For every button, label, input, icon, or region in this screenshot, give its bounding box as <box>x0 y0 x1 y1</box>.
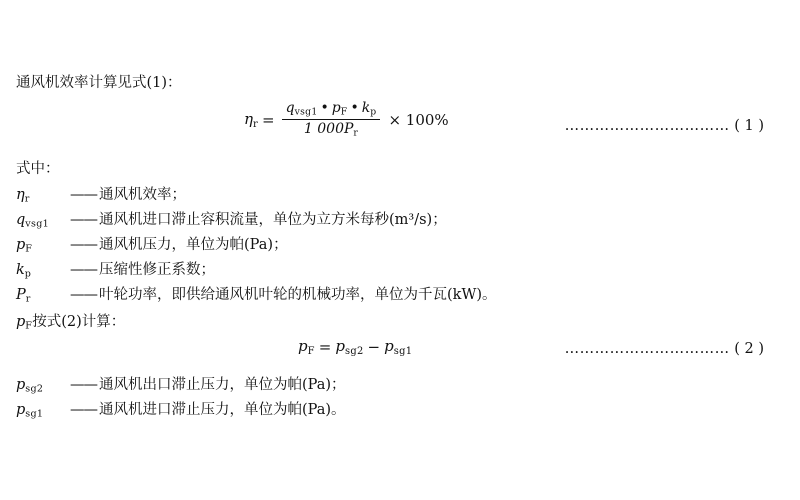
definition-text: 压缩性修正系数； <box>99 261 215 278</box>
pf-symbol: $p_F$ <box>16 313 33 332</box>
formula-2-lhs: $p_F$ <box>298 336 315 357</box>
formula-1 <box>244 100 449 138</box>
leader-dots: …………………………… <box>564 118 730 135</box>
definition-row <box>16 373 764 398</box>
formula-1-numerator: $q_{vsg1}$ • $p_F$ • $k_p$ <box>285 100 377 119</box>
formula-1-tail: × 100% <box>388 110 449 129</box>
pf-note-text: 按式(2)计算： <box>32 313 126 330</box>
formula-2-leader <box>565 341 764 357</box>
definition-text: 通风机出口滞止压力，单位为帕(Pa)； <box>99 376 346 393</box>
definition-row <box>16 258 764 283</box>
pf-formula-note <box>16 310 764 335</box>
definition-dash: —— <box>70 211 97 228</box>
definition-text: 通风机进口滞止容积流量，单位为立方米每秒(m³/s)； <box>99 211 447 228</box>
formula-2-minus: − <box>367 337 381 356</box>
definition-dash: —— <box>70 286 97 303</box>
definition-symbol: $q_{vsg1}$ <box>16 211 50 230</box>
formula-1-fraction <box>282 100 381 138</box>
definition-dash: —— <box>70 401 97 418</box>
formula-1-block <box>8 100 764 154</box>
formula-1-denominator: 1 $000P_r$ <box>303 121 359 139</box>
formula-2-block <box>8 337 764 367</box>
definition-symbol: $\eta_r$ <box>16 186 30 205</box>
formula-2-number: ( 2 ) <box>734 340 764 357</box>
definition-list-1 <box>8 183 764 308</box>
definition-symbol: $k_p$ <box>16 261 32 280</box>
definition-row <box>16 283 764 308</box>
definition-text: 通风机压力，单位为帕(Pa)； <box>99 236 288 253</box>
formula-2 <box>298 337 412 357</box>
definition-dash: —— <box>70 376 97 393</box>
formula-2-rhs1: $p_{sg2}$ <box>335 336 364 357</box>
formula-1-equals: = <box>262 110 275 129</box>
definition-symbol: $P_r$ <box>16 286 31 305</box>
formula-1-lhs: $\eta_r$ <box>244 109 259 130</box>
definition-symbol: $p_{sg2}$ <box>16 376 44 395</box>
definition-row <box>16 183 764 208</box>
formula-2-rhs2: $p_{sg1}$ <box>384 336 413 357</box>
definition-text: 叶轮功率，即供给通风机叶轮的机械功率，单位为千瓦(kW)。 <box>99 286 497 303</box>
definition-symbol: $p_F$ <box>16 236 33 255</box>
where-label: 式中： <box>16 161 60 178</box>
definition-dash: —— <box>70 261 97 278</box>
formula-1-leader <box>565 118 764 134</box>
formula-1-number: ( 1 ) <box>734 118 764 135</box>
definition-list-2 <box>8 373 764 423</box>
intro-line: 通风机效率计算见式(1)： <box>16 75 182 91</box>
definition-row <box>16 233 764 258</box>
definition-symbol: $p_{sg1}$ <box>16 401 44 420</box>
leader-dots: …………………………… <box>564 340 730 357</box>
definition-dash: —— <box>70 186 97 203</box>
definition-text: 通风机进口滞止压力，单位为帕(Pa)。 <box>99 401 346 418</box>
definition-dash: —— <box>70 236 97 253</box>
definition-row <box>16 208 764 233</box>
definition-text: 通风机效率； <box>99 186 186 203</box>
definition-row <box>16 398 764 423</box>
formula-2-equals: = <box>318 337 332 356</box>
